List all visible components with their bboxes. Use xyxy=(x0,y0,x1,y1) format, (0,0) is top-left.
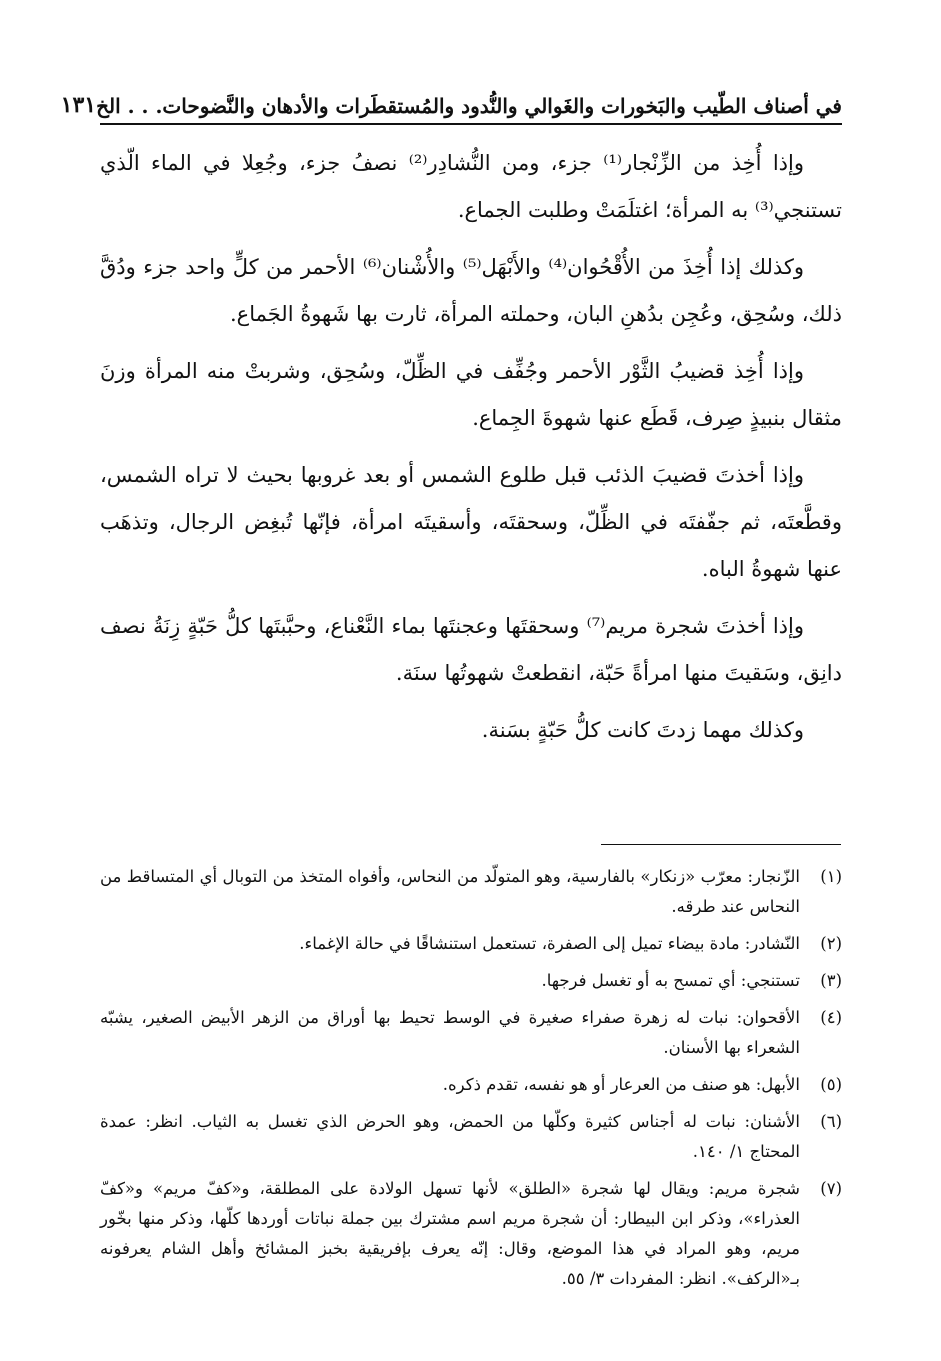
footnote-text: شجرة مريم: ويقال لها شجرة «الطلق» لأنها تسهل الولادة على المطلقة، و«كفّ مريم» و«كفّ العذراء»، وذكر ابن البيطار: أن شجرة مريم اسم مشترك بين جملة نباتات أوردها كلّها، وذكر منها بخّور مريم، وهو المراد في هذا الموضع، وقال: إنّه يعرف بإفريقية بخبز المشائخ وأهل الشام يعرفونه بـ«الركف». انظر: المفردات ٣/ ٥٥. xyxy=(100,1179,800,1288)
footnotes xyxy=(100,862,842,1301)
footnote-text: الأقحوان: نبات له زهرة صفراء صغيرة في الوسط تحيط بها أوراق من الزهر الأبيض الصغير، يشبّه الشعراء بها الأسنان. xyxy=(100,1008,800,1057)
paragraph-5: وإذا أخذتَ شجرة مريم⁽⁷⁾ وسحقتَها وعجنتَها بماء النَّعْناع، وحبَّبتَها كلُّ حَبّةٍ زِنَةُ نصف دانِق، وسَقيتَ منها امرأةً حَبّة، انقطعتْ شهوتُها سنَة. xyxy=(100,614,842,685)
paragraph-6: وكذلك مهما زدتَ كانت كلُّ حَبّةٍ بسَنة. xyxy=(481,718,804,742)
running-title: في أصناف الطّيب والبَخورات والغَوالي والنُّدود والمُستقطَرات والأدهان والنَّضوحات. . . الخ xyxy=(96,94,842,118)
footnote-text: النّشادر: مادة بيضاء تميل إلى الصفرة، تستعمل استنشاقًا في حالة الإغماء. xyxy=(299,934,800,953)
footnote-number: (٣) xyxy=(820,971,842,990)
footnote-text: الزّنجار: معرّب «زنكار» بالفارسية، وهو المتولّد من النحاس، وأفواه المتخذ من التوبال أي المتساقط من النحاس عند طرقه. xyxy=(100,867,800,916)
footnote-number: (٢) xyxy=(820,934,842,953)
paragraph-1: وإذا أُخِذ من الزِّنْجار⁽¹⁾ جزء، ومن النُّشادِر⁽²⁾ نصفُ جزء، وجُعِلا في الماء الّذي تستنجي⁽³⁾ به المرأة؛ اغتلَمَتْ وطلبت الجماع. xyxy=(100,151,842,222)
paragraph-2: وكذلك إذا أُخِذَ من الأُقْحُوان⁽⁴⁾ والأَبْهَل⁽⁵⁾ والأُشْنان⁽⁶⁾ الأحمر من كلٍّ واحد جزء ودُقَّ ذلك، وسُحِق، وعُجِن بدُهنِ البان، وحملته المرأة، ثارت بها شَهوةُ الجَماع. xyxy=(100,255,842,326)
paragraph-3: وإذا أُخِذ قضيبُ الثَّوْر الأحمر وجُفِّف في الظِّلّ، وسُحِق، وشربتْ منه المرأة وزنَ مثقال بنبيذٍ صِرف، قَطَع عنها شهوةَ الجِماع. xyxy=(100,359,842,430)
footnote-3 xyxy=(100,966,842,996)
footnote-text: تستنجي: أي تمسح به أو تغسل فرجها. xyxy=(541,971,800,990)
page-number: ١٣١ xyxy=(60,92,97,118)
footnote-text: الأشنان: نبات له أجناس كثيرة وكلّها من الحمض، وهو الحرض الذي تغسل به الثياب. انظر: عمدة المحتاج ١/ ١٤٠. xyxy=(100,1112,800,1161)
header-rule xyxy=(100,123,842,125)
footnote-6 xyxy=(100,1107,842,1167)
footnote-2 xyxy=(100,929,842,959)
footnote-7 xyxy=(100,1174,842,1294)
footnote-4 xyxy=(100,1003,842,1063)
page-header xyxy=(60,78,842,118)
footnote-number: (٤) xyxy=(820,1008,842,1027)
footnote-separator xyxy=(601,844,841,845)
paragraph-4: وإذا أخذتَ قضيبَ الذئب قبل طلوع الشمس أو بعد غروبها بحيث لا تراه الشمس، وقطَّعتَه، ثم جفّفتَه في الظِّلّ، وسحقتَه، وأسقيتَه امرأة، فإنّها تُبغِض الرجال، وتذهَب عنها شهوةُ الباه. xyxy=(100,463,842,581)
footnote-1 xyxy=(100,862,842,922)
footnote-number: (٥) xyxy=(820,1075,842,1094)
footnote-text: الأبهل: هو صنف من العرعار أو هو نفسه، تقدم ذكره. xyxy=(442,1075,800,1094)
footnote-5 xyxy=(100,1070,842,1100)
footnote-number: (١) xyxy=(820,867,842,886)
main-text xyxy=(100,140,842,764)
footnote-number: (٦) xyxy=(820,1112,842,1131)
footnote-number: (٧) xyxy=(820,1179,842,1198)
